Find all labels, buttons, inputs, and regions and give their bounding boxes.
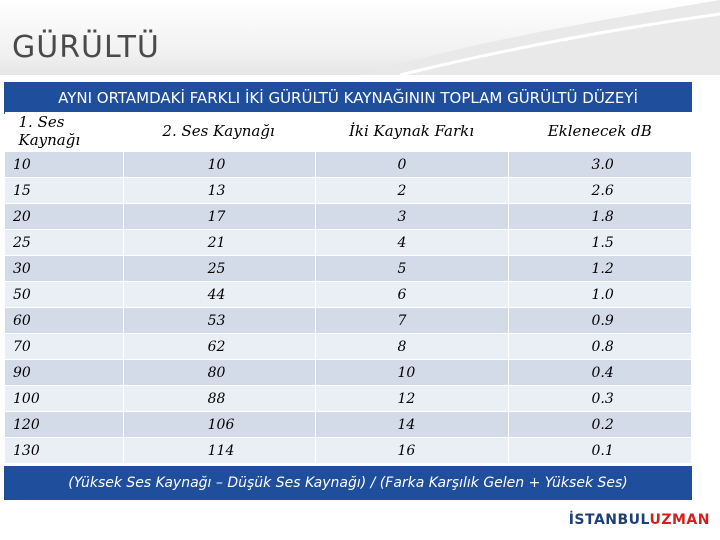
cell-added-db: 0.1 (509, 438, 692, 464)
cell-added-db: 1.2 (509, 256, 692, 282)
cell-source-2: 62 (123, 334, 315, 360)
decorative-curve (360, 0, 720, 75)
cell-source-1: 30 (5, 256, 124, 282)
cell-difference: 6 (315, 282, 509, 308)
table-row (5, 334, 692, 360)
cell-source-1: 25 (5, 230, 124, 256)
cell-source-2: 114 (123, 438, 315, 464)
cell-source-1: 50 (5, 282, 124, 308)
table-row (5, 308, 692, 334)
table-header-row (5, 112, 692, 151)
cell-source-1: 120 (5, 412, 124, 438)
cell-source-1: 60 (5, 308, 124, 334)
column-header-source-2: 2. Ses Kaynağı (123, 112, 315, 151)
column-header-source-1: 1. Ses Kaynağı (5, 112, 124, 151)
cell-added-db: 0.8 (509, 334, 692, 360)
logo-part-uzman: UZMAN (649, 512, 710, 528)
table-row (5, 360, 692, 386)
column-header-difference: İki Kaynak Farkı (315, 112, 509, 151)
cell-added-db: 0.9 (509, 308, 692, 334)
cell-difference: 4 (315, 230, 509, 256)
table-row (5, 178, 692, 204)
cell-added-db: 1.0 (509, 282, 692, 308)
table-row (5, 256, 692, 282)
cell-source-1: 100 (5, 386, 124, 412)
cell-source-2: 106 (123, 412, 315, 438)
cell-difference: 16 (315, 438, 509, 464)
cell-source-1: 10 (5, 151, 124, 178)
cell-source-2: 21 (123, 230, 315, 256)
table-row (5, 151, 692, 178)
table-row (5, 282, 692, 308)
cell-difference: 3 (315, 204, 509, 230)
table-row (5, 230, 692, 256)
table-row (5, 412, 692, 438)
page-title: GÜRÜLTÜ (12, 30, 160, 65)
cell-added-db: 2.6 (509, 178, 692, 204)
cell-difference: 5 (315, 256, 509, 282)
cell-added-db: 3.0 (509, 151, 692, 178)
table-row (5, 386, 692, 412)
cell-source-1: 70 (5, 334, 124, 360)
cell-difference: 10 (315, 360, 509, 386)
cell-difference: 12 (315, 386, 509, 412)
cell-difference: 7 (315, 308, 509, 334)
cell-difference: 2 (315, 178, 509, 204)
cell-source-2: 80 (123, 360, 315, 386)
cell-added-db: 1.5 (509, 230, 692, 256)
cell-source-2: 10 (123, 151, 315, 178)
cell-source-2: 44 (123, 282, 315, 308)
cell-source-1: 90 (5, 360, 124, 386)
noise-table (4, 112, 692, 464)
cell-source-1: 20 (5, 204, 124, 230)
cell-source-2: 53 (123, 308, 315, 334)
cell-difference: 8 (315, 334, 509, 360)
cell-added-db: 0.4 (509, 360, 692, 386)
cell-difference: 14 (315, 412, 509, 438)
logo (569, 512, 710, 528)
cell-source-1: 15 (5, 178, 124, 204)
cell-source-2: 17 (123, 204, 315, 230)
cell-difference: 0 (315, 151, 509, 178)
cell-source-2: 25 (123, 256, 315, 282)
cell-added-db: 1.8 (509, 204, 692, 230)
cell-added-db: 0.3 (509, 386, 692, 412)
cell-added-db: 0.2 (509, 412, 692, 438)
table-caption: AYNI ORTAMDAKİ FARKLI İKİ GÜRÜLTÜ KAYNAĞININ TOPLAM GÜRÜLTÜ DÜZEYİ (4, 80, 692, 114)
table-row (5, 438, 692, 464)
table-row (5, 204, 692, 230)
cell-source-1: 130 (5, 438, 124, 464)
column-header-added-db: Eklenecek dB (509, 112, 692, 151)
formula-banner: (Yüksek Ses Kaynağı – Düşük Ses Kaynağı) / (Farka Karşılık Gelen + Yüksek Ses) (4, 466, 692, 500)
cell-source-2: 88 (123, 386, 315, 412)
logo-part-istanbul: İSTANBUL (568, 512, 650, 528)
cell-source-2: 13 (123, 178, 315, 204)
